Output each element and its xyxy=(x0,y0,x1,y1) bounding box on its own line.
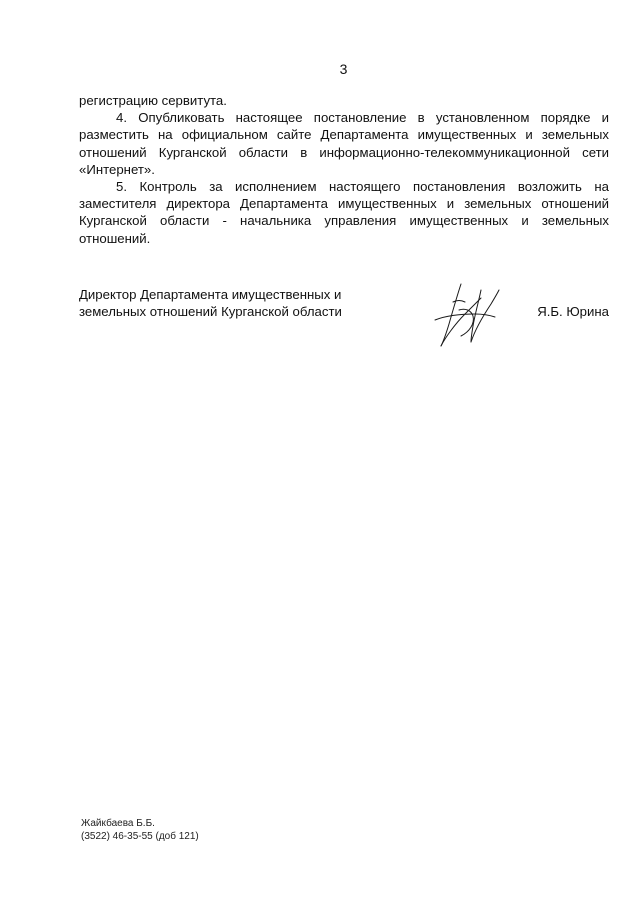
signer-name: Я.Б. Юрина xyxy=(537,304,609,319)
paragraph-item-4: 4. Опубликовать настоящее постановление в установленном порядке и разместить на официальном сайте Департамента имущественных и земельных отношений Курганской области в информационно-телекоммуникационной сети «Интернет». xyxy=(79,110,609,177)
signer-title-line-1: Директор Департамента имущественных и xyxy=(79,287,342,302)
executor-name: Жайкбаева Б.Б. xyxy=(81,818,155,829)
signer-title xyxy=(79,286,369,320)
handwritten-signature xyxy=(431,280,503,350)
executor-phone: (3522) 46-35-55 (доб 121) xyxy=(81,831,199,842)
document-body xyxy=(79,92,609,247)
paragraph-item-5: 5. Контроль за исполнением настоящего постановления возложить на заместителя директора Департамента имущественных и земельных отношений Курганской области - начальника управления имущественных и земельных отношений. xyxy=(79,179,609,246)
page-number: 3 xyxy=(339,61,348,77)
signer-title-line-2: земельных отношений Курганской области xyxy=(79,304,342,320)
paragraph-continuation: регистрацию сервитута. xyxy=(79,93,227,108)
executor-info xyxy=(81,817,199,843)
signature-block xyxy=(79,286,609,356)
